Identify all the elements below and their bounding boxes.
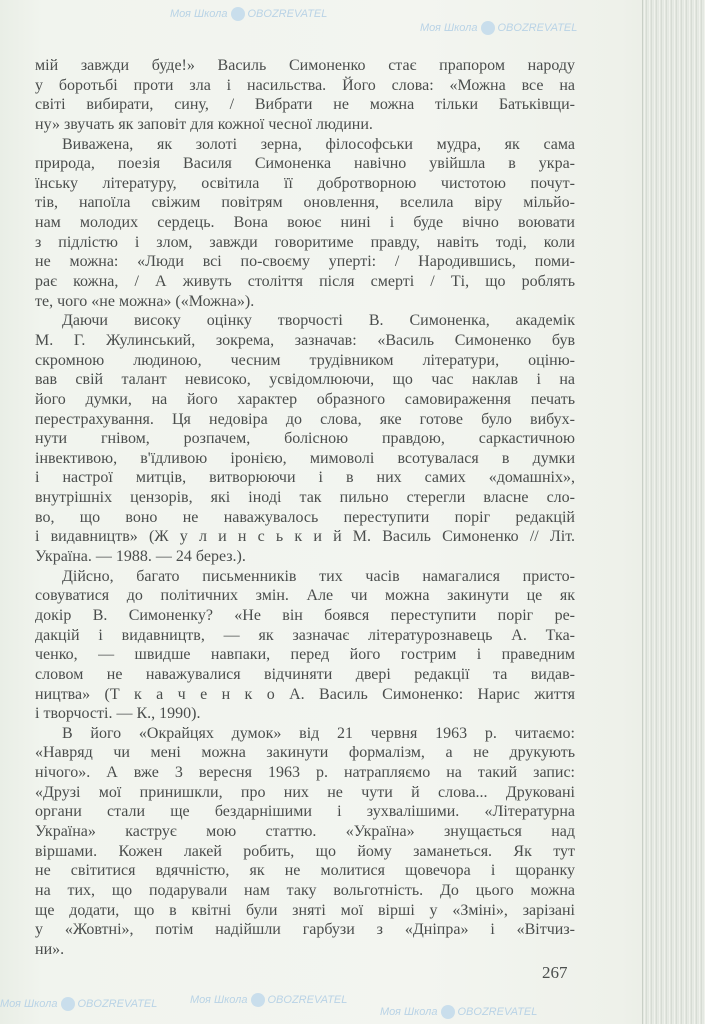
text-line: не світитися вдячністю, як не молитися щовечора і щоранку [35,862,575,880]
text-line: їнську літературу, освітила її добротворною чистотою почут- [35,174,575,192]
text-line: нічого». А вже 3 вересня 1963 р. натрапляємо на такий запис: [35,764,575,782]
text-line: докір В. Симоненку? «Не він боявся переступити поріг ре- [35,606,575,624]
text-line: його думки, на його характер образного самовираження печать [35,390,575,408]
text-line: і видавництв» (Ж у л и н с ь к и й М. Василь Симоненко // Літ. [35,528,575,546]
page-edges [642,0,705,1024]
text-line: нам молодих сердець. Вона воює нині і буде вічно воювати [35,214,575,232]
book-page-text [35,56,575,959]
watermark-brand-text: OBOZREVATEL [497,22,578,34]
text-line: рає кожна, / А живуть століття після смерті / Ті, що роблять [35,273,575,291]
text-line: у боротьбі проти зла і насильства. Його слова: «Можна все на [35,76,575,94]
obozrevatel-logo-icon [61,997,75,1011]
text-line: В його «Окрайцях думок» від 21 червня 1963 р. читаємо: [62,724,575,742]
watermark-school-text: Моя Школа [170,8,228,20]
text-line: ництва» (Т к а ч е н к о А. Василь Симоненко: Нарис життя [35,685,575,703]
text-line: на тих, що подарували нам таку вольготність. До цього можна [35,881,575,899]
text-line: во, що воно не наважувалось переступити поріг редакцій [35,508,575,526]
text-line: мій завжди буде!» Василь Симоненко стає прапором народу [35,57,575,74]
watermark-school-text: Моя Школа [190,994,248,1006]
text-line: внутрішніх цензорів, які іноді так пильно стерегли власне сло- [35,489,575,507]
watermark [420,20,577,36]
watermark [170,6,327,22]
text-line: природа, поезія Василя Симоненка навічно увійшла в укра- [35,155,575,173]
text-line: ни». [35,940,65,958]
text-line: Даючи високу оцінку творчості В. Симоненка, академік [62,312,575,330]
watermark [380,1004,537,1020]
text-line: перестрахування. Ця недовіра до слова, яке готове було вибух- [35,410,575,428]
text-line: Дійсно, багато письменників тих часів намагалися присто- [62,567,575,585]
text-line: дакцій і видавництв, — як зазначає літературознавець А. Тка- [35,626,575,644]
watermark-brand-text: OBOZREVATEL [457,1006,538,1018]
watermark [190,992,347,1008]
text-line: нути гнівом, розпачем, болісною правдою, саркастичною [35,430,575,448]
obozrevatel-logo-icon [231,7,245,21]
text-line: не можна: «Люди всі по-своєму уперті: / Народившись, поми- [35,253,575,271]
text-line: совуватися до політичних змін. Але чи можна закинути це як [35,587,575,605]
watermark-brand-text: OBOZREVATEL [247,8,328,20]
watermark-school-text: Моя Школа [420,22,478,34]
text-line: з підлістю і злом, завжди говоритиме правду, навіть тоді, коли [35,233,575,251]
text-line: словом не наважувалися відчиняти двері редакції та видав- [35,665,575,683]
obozrevatel-logo-icon [481,21,495,35]
text-line: тів, напоїла свіжим повітрям оновлення, вселила віру мільйо- [35,194,575,212]
watermark-brand-text: OBOZREVATEL [267,994,348,1006]
obozrevatel-logo-icon [251,993,265,1007]
watermark-school-text: Моя Школа [380,1006,438,1018]
text-line: органи стали ще бездарнішими і зухвалішими. «Літературна [35,803,575,821]
text-line: і настрої митців, витворюючи і в них самих «домашніх», [35,469,575,487]
text-line: ще додати, що в квітні були зняті мої вірші у «Зміні», зарізані [35,901,575,919]
text-line: скромною людиною, чесним трудівником літератури, оціню- [35,351,575,369]
text-line: у «Жовтні», потім надійшли гарбузи з «Дніпра» і «Вітчиз- [35,921,575,939]
text-line: ну» звучать як заповіт для кожної чесної людини. [35,115,373,133]
watermark-brand-text: OBOZREVATEL [77,998,158,1010]
page-number: 267 [542,963,568,982]
text-line: і творчості. — К., 1990). [35,705,201,723]
obozrevatel-logo-icon [441,1005,455,1019]
text-line: інвективою, в'їдливою іронією, мимоволі всотувалася в думки [35,449,575,467]
text-line: те, чого «не можна» («Можна»). [35,292,255,310]
text-line: Виважена, як золоті зерна, філософськи мудра, як сама [62,135,575,153]
text-line: вав свій талант невисоко, усвідомлюючи, що час наклав і на [35,371,575,389]
text-line: віршами. Кожен лакей робить, що йому заманеться. Як тут [35,842,575,860]
text-line: М. Г. Жулинський, зокрема, зазначав: «Василь Симоненко був [35,331,575,349]
text-line: Україна» каструє мою статтю. «Україна» знущається над [35,822,575,840]
text-line: Україна. — 1988. — 24 берез.). [35,548,246,566]
text-line: ченко, — швидше навпаки, перед його гострим і праведним [35,646,575,664]
watermark-school-text: Моя Школа [0,998,58,1010]
text-line: «Друзі мої принишкли, про них не чути й слова... Друковані [35,783,575,801]
watermark [0,996,157,1012]
text-line: «Навряд чи мені можна закинути формалізм, а не друкують [35,744,575,762]
text-line: світі вибирати, сину, / Вибрати не можна тільки Батьківщи- [35,96,575,114]
